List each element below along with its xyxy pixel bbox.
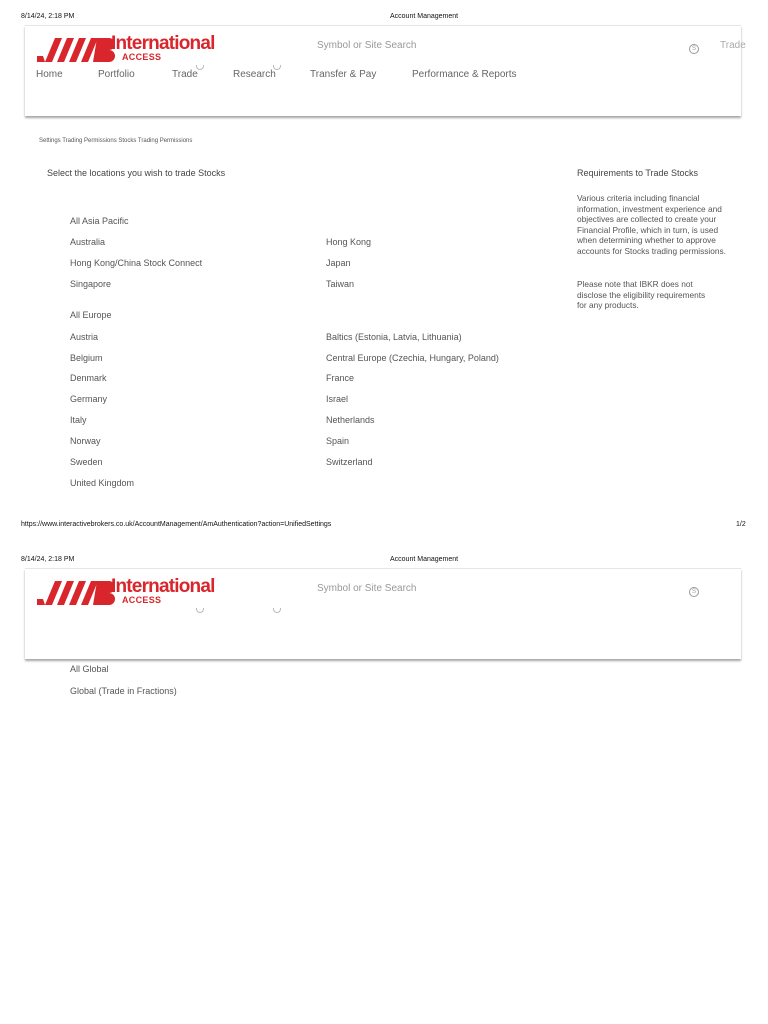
option-taiwan[interactable]: Taiwan [326,279,355,289]
option-denmark[interactable]: Denmark [70,373,107,383]
print-title-2: Account Management [390,556,459,563]
nav-transfer-pay[interactable]: Transfer & Pay [310,69,377,80]
option-austria[interactable]: Austria [70,332,99,342]
option-singapore[interactable]: Singapore [70,279,112,289]
requirements-note: Please note that IBKR does not disclose the eligibility requirements for any products. [577,279,706,310]
chevron-down-icon[interactable] [196,65,204,70]
nav-portfolio[interactable]: Portfolio [98,69,135,80]
nav-trade[interactable]: Trade [172,69,198,80]
site-header-2 [25,568,741,659]
brand-name: International [111,576,215,597]
option-sweden[interactable]: Sweden [70,457,103,467]
help-icon[interactable]: S [689,44,699,54]
page-lead: Select the locations you wish to trade Stocks [47,168,226,178]
option-hk-china-connect[interactable]: Hong Kong/China Stock Connect [70,258,203,268]
print-datetime: 8/14/24, 2:18 PM [21,13,75,20]
nav-performance-reports[interactable]: Performance & Reports [412,69,517,80]
breadcrumb: Settings Trading Permissions Stocks Trading Permissions [39,138,193,144]
print-title: Account Management [390,13,459,20]
brand-logo[interactable] [35,579,119,605]
search-input[interactable]: Symbol or Site Search [317,40,417,51]
requirements-title: Requirements to Trade Stocks [577,168,699,178]
print-page: 1/2 [736,521,746,528]
option-israel[interactable]: Israel [326,394,349,404]
option-hong-kong[interactable]: Hong Kong [326,237,372,247]
option-all-global[interactable]: All Global [70,664,109,674]
option-germany[interactable]: Germany [70,394,108,404]
print-datetime-2: 8/14/24, 2:18 PM [21,556,75,563]
requirements-text: Various criteria including financial information, investment experience and objectives are collected to create your Financial Profile, which in turn, is used when determining whether to approve accounts for Stocks trading permissions. [577,193,726,256]
nav-home[interactable]: Home [36,69,63,80]
trade-button[interactable]: Trade [720,40,746,51]
option-global-fractions[interactable]: Global (Trade in Fractions) [70,686,177,696]
option-baltics[interactable]: Baltics (Estonia, Latvia, Lithuania) [326,332,462,342]
option-united-kingdom[interactable]: United Kingdom [70,478,135,488]
chevron-down-icon[interactable] [273,608,281,613]
option-spain[interactable]: Spain [326,436,350,446]
brand-logo[interactable] [35,36,119,62]
brand-name: International [111,33,215,54]
option-australia[interactable]: Australia [70,237,106,247]
option-netherlands[interactable]: Netherlands [326,415,375,425]
help-icon[interactable]: S [689,587,699,597]
option-central-europe[interactable]: Central Europe (Czechia, Hungary, Poland) [326,353,499,363]
option-all-asia-pacific[interactable]: All Asia Pacific [70,216,129,226]
site-header [25,25,746,116]
option-japan[interactable]: Japan [326,258,351,268]
option-italy[interactable]: Italy [70,415,87,425]
brand-sub: ACCESS [122,595,162,605]
option-all-europe[interactable]: All Europe [70,310,112,320]
chevron-down-icon[interactable] [196,608,204,613]
brand-sub: ACCESS [122,52,162,62]
option-switzerland[interactable]: Switzerland [326,457,373,467]
chevron-down-icon[interactable] [273,65,281,70]
brand-mark-icon [35,36,119,62]
nav-research[interactable]: Research [233,69,276,80]
option-belgium[interactable]: Belgium [70,353,103,363]
print-url: https://www.interactivebrokers.co.uk/AccountManagement/AmAuthentication?action=UnifiedSettings [21,521,332,528]
search-input[interactable]: Symbol or Site Search [317,583,417,594]
option-norway[interactable]: Norway [70,436,101,446]
brand-mark-icon [35,579,119,605]
option-france[interactable]: France [326,373,355,383]
